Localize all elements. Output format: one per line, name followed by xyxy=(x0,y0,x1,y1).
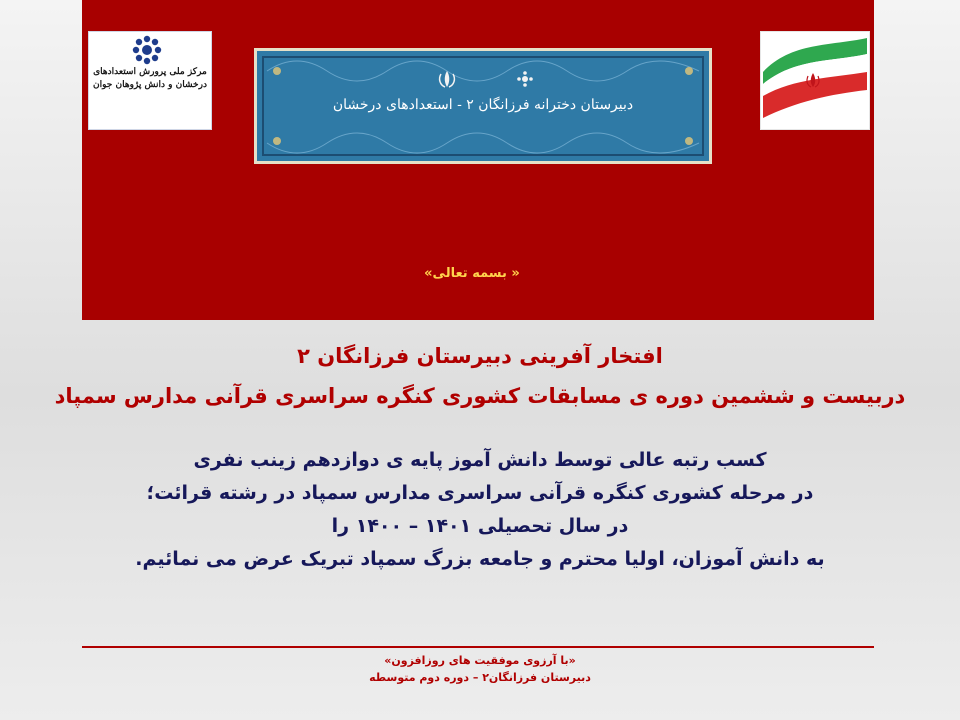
nodet-logo xyxy=(88,31,212,130)
body-line: در سال تحصیلی ۱۴۰۱ – ۱۴۰۰ را xyxy=(331,515,629,537)
footer-divider xyxy=(82,646,874,648)
nodet-emblem-icon xyxy=(89,32,211,129)
nodet-logo-text: مرکز ملی پرورش استعدادهای درخشان و دانش پژوهان جوان xyxy=(93,67,207,90)
school-tile-panel xyxy=(254,48,712,164)
footer xyxy=(0,652,960,686)
title-line-2: دربیست و ششمین دوره ی مسابقات کشوری کنگره سراسری قرآنی مدارس سمپاد xyxy=(54,384,906,408)
school-tile-text: دبیرستان دخترانه فرزانگان ۲ - استعدادهای درخشان xyxy=(332,97,634,113)
header-banner xyxy=(82,0,874,320)
body-line: کسب رتبه عالی توسط دانش آموز پایه ی دوازدهم زینب نفری xyxy=(193,449,767,471)
flag-logo xyxy=(760,31,870,130)
basmala: « بسمه تعالی» xyxy=(424,266,520,281)
title-line-1: افتخار آفرینی دبیرستان فرزانگان ۲ xyxy=(297,344,663,368)
announcement-body xyxy=(60,444,900,576)
footer-line-1: «با آرزوی موفقیت های روزافزون» xyxy=(384,654,576,667)
body-line: به دانش آموزان، اولیا محترم و جامعه بزرگ سمپاد تبریک عرض می نمائیم. xyxy=(135,548,825,570)
body-line: در مرحله کشوری کنگره قرآنی سراسری مدارس سمپاد در رشته قرائت؛ xyxy=(146,482,814,504)
footer-line-2: دبیرستان فرزانگان۲ – دوره دوم متوسطه xyxy=(369,671,591,684)
iran-flag-emblem-icon xyxy=(761,32,869,129)
